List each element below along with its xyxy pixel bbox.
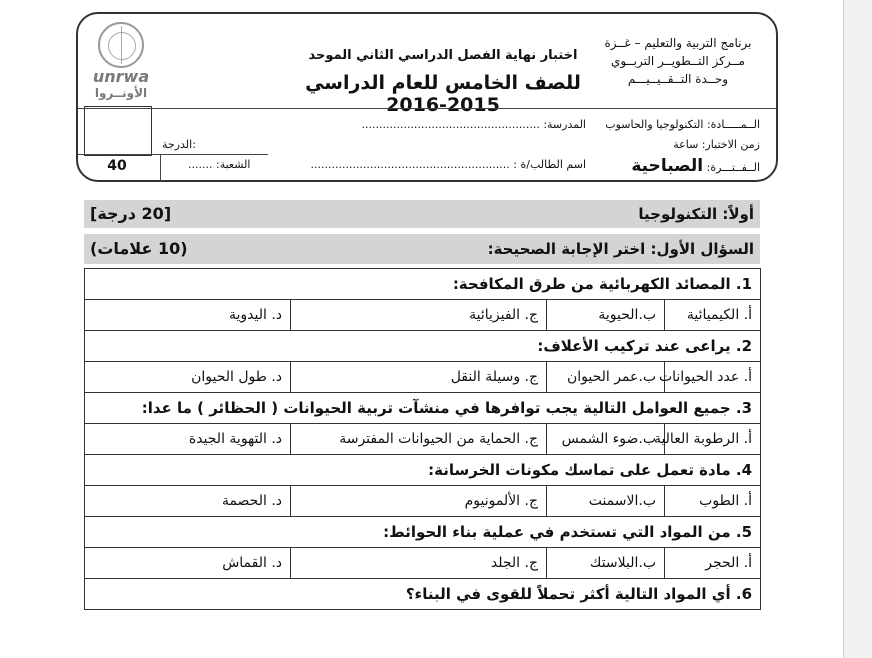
organization-block bbox=[598, 34, 758, 88]
section-label: الشعبة: bbox=[215, 158, 251, 171]
exam-header bbox=[76, 12, 778, 182]
org-line-3: وحــدة التــقــيــيـــم bbox=[627, 72, 729, 86]
question-text: 2. يراعى عند تركيب الأعلاف: bbox=[85, 331, 761, 362]
time-field bbox=[673, 138, 760, 151]
org-line-2: مــركز التــطويــر التربــوي bbox=[611, 54, 745, 68]
question-header-title: السؤال الأول: اختر الإجابة الصحيحة: bbox=[487, 240, 754, 258]
option-b: ب.ضوء الشمس bbox=[547, 424, 665, 455]
grade-box bbox=[84, 106, 152, 156]
options-row bbox=[85, 424, 761, 455]
questions-table bbox=[84, 268, 761, 610]
question-row bbox=[85, 455, 761, 486]
school-label: المدرسة: bbox=[543, 118, 586, 131]
total-marks: 40 bbox=[107, 158, 127, 174]
period-label: الــفــتـــرة: bbox=[706, 161, 760, 174]
subject-label: الــمـــــادة: bbox=[706, 118, 760, 131]
grade-vdivider bbox=[160, 154, 161, 182]
question-row bbox=[85, 579, 761, 610]
section-field bbox=[188, 158, 250, 171]
question-text: 3. جميع العوامل التالية يجب توافرها في منشآت تربية الحيوانات ( الحظائر ) ما عدا: bbox=[85, 393, 761, 424]
option-d: د. طول الحيوان bbox=[85, 362, 291, 393]
student-dots: ......................................................... bbox=[310, 158, 510, 171]
option-a: أ. الكيميائية bbox=[665, 300, 761, 331]
school-dots: ................................................... bbox=[361, 118, 540, 131]
school-field bbox=[361, 118, 586, 131]
question-row bbox=[85, 269, 761, 300]
options-row bbox=[85, 486, 761, 517]
question-row bbox=[85, 517, 761, 548]
subject-value: التكنولوجيا والحاسوب bbox=[605, 118, 704, 131]
option-b: ب.البلاستك bbox=[547, 548, 665, 579]
options-row bbox=[85, 300, 761, 331]
exam-title: اختبار نهاية الفصل الدراسي الثاني الموحد bbox=[308, 48, 578, 63]
time-value: ساعة bbox=[673, 138, 699, 151]
section-title: أولاً: التكنولوجيا bbox=[638, 205, 754, 223]
grade-label: الدرجة: bbox=[162, 138, 196, 151]
question-header-bar bbox=[84, 234, 760, 264]
section-dots: ....... bbox=[188, 158, 213, 171]
scrollbar-area bbox=[843, 0, 872, 658]
option-b: ب.عمر الحيوان bbox=[547, 362, 665, 393]
time-label: زمن الاختبار: bbox=[701, 138, 760, 151]
options-row bbox=[85, 362, 761, 393]
option-c: ج. الألمونيوم bbox=[291, 486, 547, 517]
student-label: اسم الطالب/ة : bbox=[513, 158, 586, 171]
grade-divider bbox=[78, 154, 268, 155]
org-line-1: برنامج التربية والتعليم – غــزة bbox=[604, 36, 752, 50]
student-name-field bbox=[310, 158, 586, 171]
option-a: أ. عدد الحيوانات bbox=[665, 362, 761, 393]
grade-year-title: للصف الخامس للعام الدراسي 2015-2016 bbox=[305, 72, 581, 116]
logo-text-en: unrwa bbox=[92, 67, 150, 86]
options-row bbox=[85, 548, 761, 579]
header-divider bbox=[78, 108, 776, 109]
subject-field bbox=[605, 118, 760, 131]
question-row bbox=[85, 331, 761, 362]
period-field bbox=[631, 156, 760, 176]
logo-text-ar: الأونــروا bbox=[94, 86, 148, 100]
question-text: 4. مادة تعمل على تماسك مكونات الخرسانة: bbox=[85, 455, 761, 486]
question-text: 6. أي المواد التالية أكثر تحملاً للقوى في البناء؟ bbox=[85, 579, 761, 610]
question-text: 1. المصائد الكهربائية من طرق المكافحة: bbox=[85, 269, 761, 300]
question-text: 5. من المواد التي تستخدم في عملية بناء الحوائط: bbox=[85, 517, 761, 548]
option-c: ج. الجلد bbox=[291, 548, 547, 579]
option-c: ج. الفيزيائية bbox=[291, 300, 547, 331]
un-emblem-icon bbox=[98, 22, 144, 68]
option-c: ج. الحماية من الحيوانات المفترسة bbox=[291, 424, 547, 455]
option-d: د. التهوية الجيدة bbox=[85, 424, 291, 455]
option-a: أ. الرطوبة العالية bbox=[665, 424, 761, 455]
option-a: أ. الحجر bbox=[665, 548, 761, 579]
option-a: أ. الطوب bbox=[665, 486, 761, 517]
option-d: د. اليدوية bbox=[85, 300, 291, 331]
section-marks: [20 درجة] bbox=[90, 204, 172, 223]
option-d: د. الحصمة bbox=[85, 486, 291, 517]
unrwa-logo bbox=[86, 22, 156, 110]
option-b: ب.الحيوية bbox=[547, 300, 665, 331]
option-c: ج. وسيلة النقل bbox=[291, 362, 547, 393]
question-header-marks: (10 علامات) bbox=[90, 239, 188, 258]
question-row bbox=[85, 393, 761, 424]
section-bar bbox=[84, 200, 760, 228]
option-b: ب.الاسمنت bbox=[547, 486, 665, 517]
period-value: الصباحية bbox=[631, 156, 704, 176]
option-d: د. القماش bbox=[85, 548, 291, 579]
